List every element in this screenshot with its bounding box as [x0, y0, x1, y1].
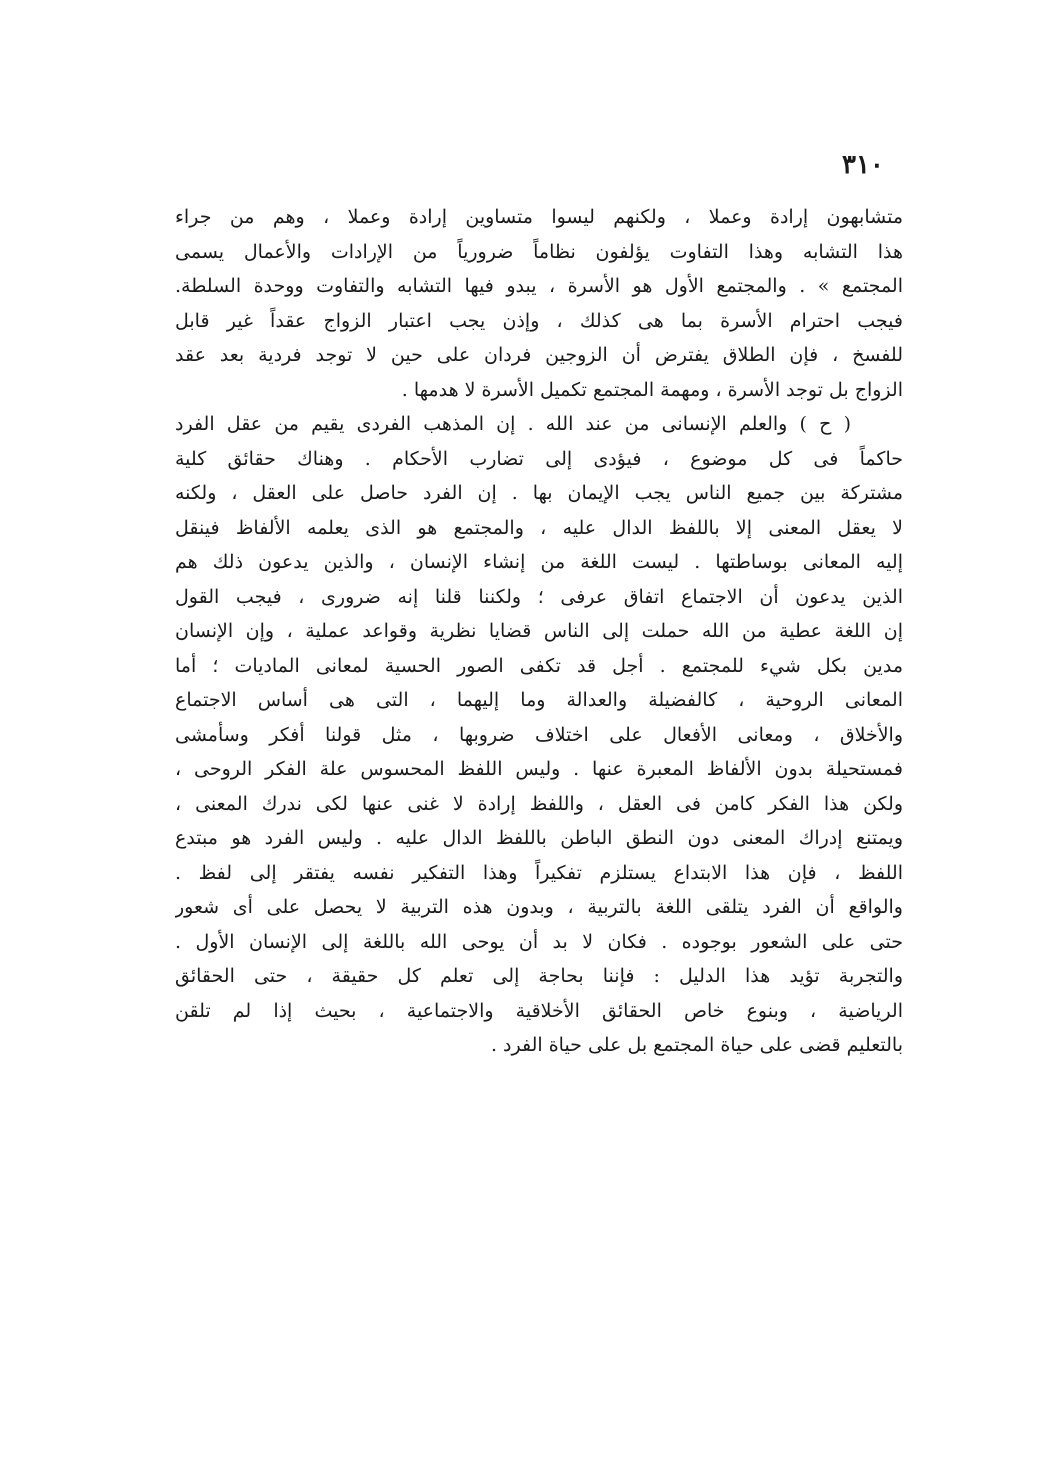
paragraph-start-line: ( ح ) والعلم الإنسانى من عند الله . إن المذهب الفردى يقيم من عقل الفرد	[175, 413, 851, 435]
text-line: متشابهون إرادة وعملا ، ولكنهم ليسوا متساوين إرادة وعملا ، وهم من جراء	[175, 206, 903, 228]
text-line: فيجب احترام الأسرة بما هى كذلك ، وإذن يجب اعتبار الزواج عقداً غير قابل	[175, 309, 903, 332]
text-line: المعانى الروحية ، كالفضيلة والعدالة وما إليهما ، التى هى أساس الاجتماع	[175, 689, 903, 711]
text-line: فمستحيلة بدون الألفاظ المعبرة عنها . وليس اللفظ المحسوس علة الفكر الروحى ،	[175, 758, 903, 780]
text-line: الزواج بل توجد الأسرة ، ومهمة المجتمع تكميل الأسرة لا هدمها .	[401, 378, 903, 401]
text-line: حتى على الشعور بوجوده . فكان لا بد أن يوحى الله باللغة إلى الإنسان الأول .	[175, 930, 903, 953]
text-line: ويمتنع إدراك المعنى دون النطق الباطن باللفظ الدال عليه . وليس الفرد هو مبتدع	[175, 827, 903, 849]
text-line: للفسخ ، فإن الطلاق يفترض أن الزوجين فردان على حين لا توجد فردية بعد عقد	[175, 344, 903, 366]
text-line: بالتعليم قضى على حياة المجتمع بل على حياة الفرد .	[490, 1034, 903, 1056]
text-line: والأخلاق ، ومعانى الأفعال على اختلاف ضروبها ، مثل قولنا أفكر وسأمشى	[175, 723, 903, 746]
text-line: اللفظ ، فإن هذا الابتداع يستلزم تفكيراً وهذا التفكير نفسه يفتقر إلى لفظ .	[175, 861, 903, 884]
text-line: مشتركة بين جميع الناس يجب الإيمان بها . إن الفرد حاصل على العقل ، ولكنه	[175, 482, 903, 504]
text-line: إن اللغة عطية من الله حملت إلى الناس قضايا نظرية وقواعد عملية ، وإن الإنسان	[175, 620, 903, 642]
text-line: هذا التشابه وهذا التفاوت يؤلفون نظاماً ضرورياً من الإرادات والأعمال يسمى	[175, 240, 903, 263]
text-line: ولكن هذا الفكر كامن فى العقل ، واللفظ إرادة لا غنى عنها لكى ندرك المعنى ،	[175, 792, 903, 815]
text-line: الرياضية ، وبنوع خاص الحقائق الأخلاقية والاجتماعية ، بحيث إذا لم تلقن	[175, 999, 903, 1022]
text-line: مدين بكل شيء للمجتمع . أجل قد تكفى الصور الحسية لمعانى الماديات ؛ أما	[175, 654, 903, 677]
text-line: والتجربة تؤيد هذا الدليل : فإننا بحاجة إلى تعلم كل حقيقة ، حتى الحقائق	[175, 965, 903, 987]
body-text	[175, 200, 903, 1063]
text-line: لا يعقل المعنى إلا باللفظ الدال عليه ، والمجتمع هو الذى يعلمه الألفاظ فينقل	[175, 516, 903, 539]
text-line: المجتمع » . والمجتمع الأول هو الأسرة ، يبدو فيها التشابه والتفاوت ووحدة السلطة.	[175, 275, 903, 297]
page-number: ٣١٠	[842, 150, 884, 180]
text-line: الذين يدعون أن الاجتماع اتفاق عرفى ؛ ولكننا قلنا إنه ضرورى ، فيجب القول	[175, 585, 903, 608]
text-line: والواقع أن الفرد يتلقى اللغة بالتربية ، وبدون هذه التربية لا يحصل على أى شعور	[175, 896, 903, 918]
text-line: إليه المعانى بوساطتها . ليست اللغة من إنشاء الإنسان ، والذين يدعون ذلك هم	[175, 551, 903, 573]
text-line: حاكماً فى كل موضوع ، فيؤدى إلى تضارب الأحكام . وهناك حقائق كلية	[175, 447, 903, 470]
